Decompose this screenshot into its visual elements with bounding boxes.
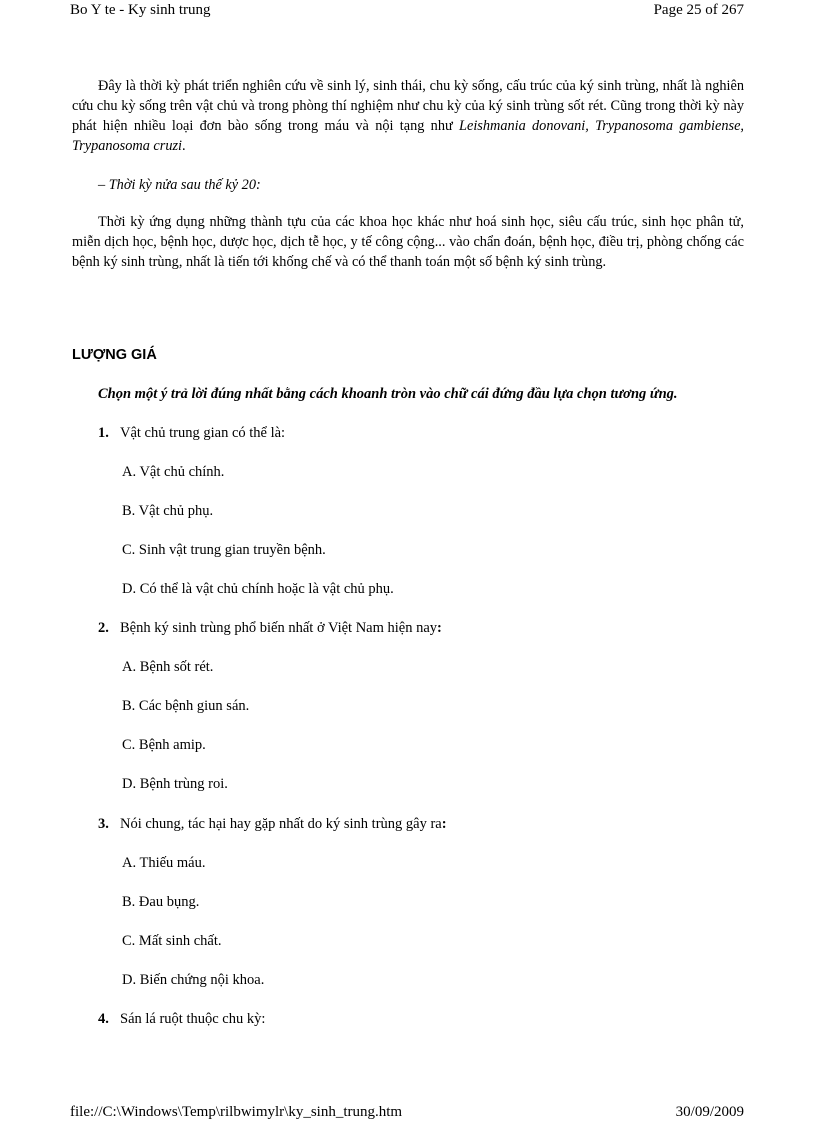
intro-paragraph-1 bbox=[72, 76, 744, 156]
species-names: Leishmania donovani, Trypanosoma gambiense, Trypanosoma cruzi bbox=[72, 118, 744, 154]
question-text: Vật chủ trung gian có thể là: bbox=[120, 425, 286, 441]
question-number: 3. bbox=[98, 816, 109, 832]
question-colon: : bbox=[437, 620, 442, 636]
question-text: Sán lá ruột thuộc chu kỳ: bbox=[120, 1011, 266, 1027]
intro-paragraph-2: Thời kỳ ứng dụng những thành tựu của các khoa học khác như hoá sinh học, siêu cấu trúc, sinh học phân tử, miễn dịch học, bệnh học, dược học, dịch tễ học, y tế công cộng... vào chẩn đoán, bệnh học, điều trị, phòng chống các bệnh ký sinh trùng, nhất là tiến tới khống chế và có thể thanh toán một số bệnh ký sinh trùng. bbox=[72, 214, 744, 270]
quiz-instruction: Chọn một ý trả lời đúng nhất bằng cách khoanh tròn vào chữ cái đứng đầu lựa chọn tương ứng. bbox=[98, 386, 678, 402]
answer-option[interactable]: B. Đau bụng. bbox=[122, 894, 200, 910]
answer-option[interactable]: A. Thiếu máu. bbox=[122, 855, 206, 871]
file-path: file://C:\Windows\Temp\rilbwimylr\ky_sinh_trung.htm bbox=[70, 1104, 403, 1120]
answer-option[interactable]: B. Các bệnh giun sán. bbox=[122, 698, 250, 714]
question-number: 2. bbox=[98, 620, 109, 636]
answer-option[interactable]: D. Bệnh trùng roi. bbox=[122, 776, 228, 792]
document-title: Bo Y te - Ky sinh trung bbox=[70, 2, 211, 18]
answer-option[interactable]: A. Vật chủ chính. bbox=[122, 464, 225, 480]
question-number: 4. bbox=[98, 1011, 109, 1027]
intro-paragraph-1-end: . bbox=[182, 138, 186, 154]
answer-option[interactable]: C. Sinh vật trung gian truyền bệnh. bbox=[122, 542, 326, 558]
question-4 bbox=[98, 1011, 265, 1028]
answer-option[interactable]: D. Biến chứng nội khoa. bbox=[122, 972, 265, 988]
question-text: Bệnh ký sinh trùng phổ biến nhất ở Việt Nam hiện nay bbox=[120, 620, 438, 636]
page-indicator: Page 25 of 267 bbox=[653, 2, 744, 18]
print-date: 30/09/2009 bbox=[675, 1104, 744, 1120]
section-heading: LƯỢNG GIÁ bbox=[72, 347, 157, 363]
answer-option[interactable]: C. Bệnh amip. bbox=[122, 737, 206, 753]
answer-option[interactable]: C. Mất sinh chất. bbox=[122, 933, 222, 949]
question-3 bbox=[98, 816, 447, 833]
answer-option[interactable]: D. Có thể là vật chủ chính hoặc là vật chủ phụ. bbox=[122, 581, 394, 597]
intro-paragraph-1-text: Đây là thời kỳ phát triển nghiên cứu về sinh lý, sinh thái, chu kỳ sống, cấu trúc của ký sinh trùng, nhất là nghiên cứu chu kỳ sống trên vật chủ và trong phòng thí nghiệm như chu kỳ của ký sinh trùng sốt rét. Cũng trong thời kỳ này phát hiện nhiều loại đơn bào sống trong máu và nội tạng như bbox=[72, 78, 744, 134]
question-2 bbox=[98, 620, 442, 637]
question-text: Nói chung, tác hại hay gặp nhất do ký sinh trùng gây ra bbox=[120, 816, 442, 832]
answer-option[interactable]: A. Bệnh sốt rét. bbox=[122, 659, 214, 675]
period-title: – Thời kỳ nửa sau thế kỷ 20: bbox=[98, 177, 261, 193]
question-colon: : bbox=[441, 816, 447, 832]
question-number: 1. bbox=[98, 425, 109, 441]
answer-option[interactable]: B. Vật chủ phụ. bbox=[122, 503, 214, 519]
question-1 bbox=[98, 425, 285, 442]
